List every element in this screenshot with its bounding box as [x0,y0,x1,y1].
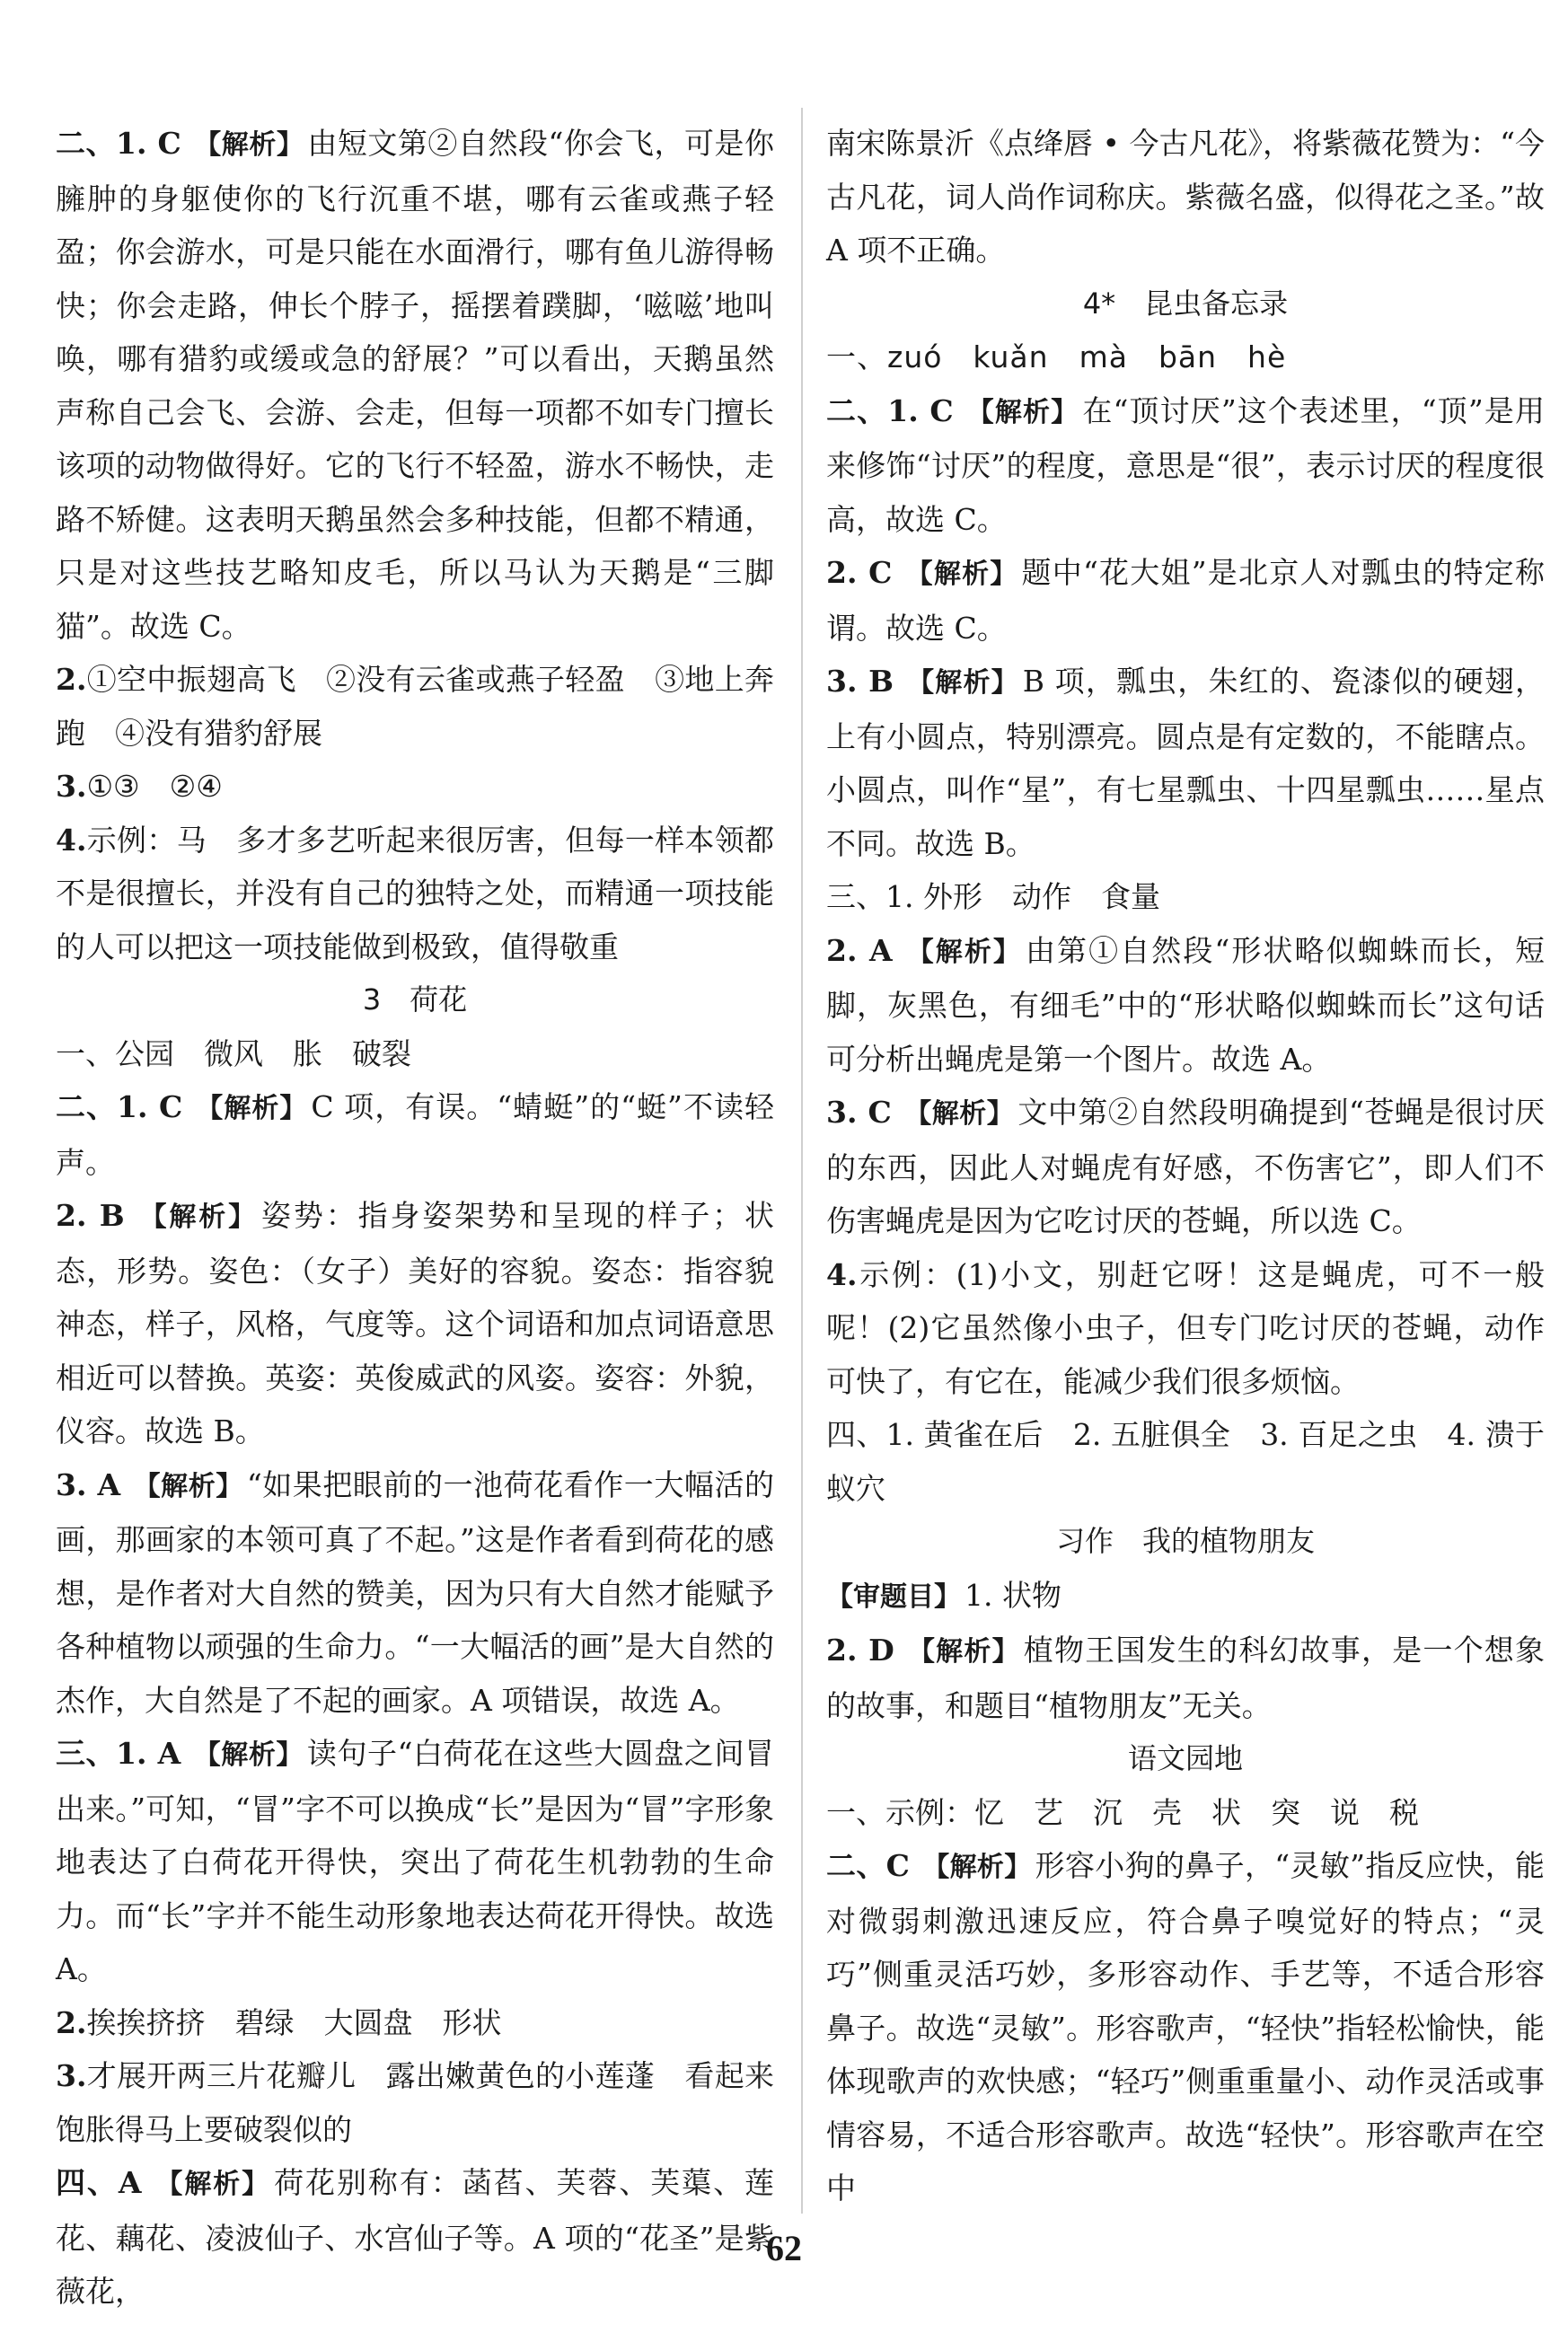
answer-item: 3.才展开两三片花瓣儿 露出嫩黄色的小莲蓬 看起来饱胀得马上要破裂似的 [56,2058,774,2147]
answer-item: 二、C 【解析】 形容小狗的鼻子，“灵敏”指反应快，能对微弱刺激迅速反应，符合鼻子嗅觉好的特点；“灵巧”侧重灵活巧妙，多形容动作、手艺等，不适合形容鼻子。故选“灵敏”。形容歌声，“轻快”指轻松愉快，能体现歌声的欢快感；“轻巧”侧重重量小、动作灵活或事情容易，不适合形容歌声。故选“轻快”。形容歌声在空中 [826,1848,1546,2205]
answer-item: 3. C 【解析】 文中第②自然段明确提到“苍蝇是很讨厌的东西，因此人对蝇虎有好感，不伤害它”，即人们不伤害蝇虎是因为它吃讨厌的苍蝇，所以选 C。 [826,1095,1545,1238]
answer-item: 4.示例：(1)小文，别赶它呀！这是蝇虎，可不一般呢！(2)它虽然像小虫子，但专门吃讨厌的苍蝇，动作可快了，有它在，能减少我们很多烦恼。 [826,1256,1545,1399]
answer-item: 二、1. C 【解析】 在“顶讨厌”这个表述里，“顶”是用来修饰“讨厌”的程度，意思是“很”，表示讨厌的程度很高，故选 C。 [826,392,1545,537]
answer-item: 四、1. 黄雀在后 2. 五脏俱全 3. 百足之虫 4. 溃于蚁穴 [826,1417,1545,1506]
answer-item: 2. A 【解析】 由第①自然段“形状略似蜘蛛而长，短脚，灰黑色，有细毛”中的“形状略似蜘蛛而长”这句话可分析出蝇虎是第一个图片。故选 A。 [826,932,1546,1077]
answer-item: 三、1. A 【解析】 读句子“白荷花在这些大圆盘之间冒出来。”可知，“冒”字不可以换成“长”是因为“冒”字形象地表达了白荷花开得快，突出了荷花生机勃勃的生命力。而“长”字并不能生动形象地表达荷花开得快。故选 A。 [56,1736,774,1986]
answer-item: 2.挨挨挤挤 碧绿 大圆盘 形状 [56,2004,502,2040]
right-column [826,117,1545,2215]
lesson-title: 3 荷花 [362,982,468,1017]
answer-item: 2. B 【解析】 姿势：指身姿架势和呈现的样子；状态，形势。姿色：（女子）美好的容貌。姿态：指容貌神态，样子，风格，气度等。这个词语和加点词语意思相近可以替换。英姿：英俊威武的风姿。姿容：外貌，仪容。故选 B。 [56,1198,774,1448]
answer-item: 一、公园 微风 胀 破裂 [56,1035,411,1071]
answer-item: 2.①空中振翅高飞 ②没有云雀或燕子轻盈 ③地上奔跑 ④没有猎豹舒展 [56,662,774,751]
page-number: 62 [766,2228,802,2268]
answer-item: 2. C 【解析】 题中“花大姐”是北京人对瓢虫的特定称谓。故选 C。 [826,555,1545,646]
answer-item: 三、1. 外形 动作 食量 [826,879,1160,914]
answer-continuation: 南宋陈景沂《点绛唇 • 今古凡花》，将紫薇花赞为：“今古凡花，词人尚作词称庆。紫薇名盛，似得花之圣。”故 A 项不正确。 [826,126,1545,268]
answer-item: 二、1. C 【解析】 由短文第②自然段“你会飞，可是你臃肿的身躯使你的飞行沉重不堪，哪有云雀或燕子轻盈；你会游水，可是只能在水面滑行，哪有鱼儿游得畅快；你会走路，伸长个脖子，摇摆着蹼脚，‘嗞嗞’地叫唤，哪有猎豹或缓或急的舒展？”可以看出，天鹅虽然声称自己会飞、会游、会走，但每一项都不如专门擅长该项的动物做得好。它的飞行不轻盈，游水不畅快，走路不矫健。这表明天鹅虽然会多种技能，但都不精通，只是对这些技艺略知皮毛，所以马认为天鹅是“三脚猫”。故选 C。 [56,126,774,644]
answer-item: 【审题目】 1. 状物 [826,1577,1061,1613]
column-divider [801,108,803,2214]
answer-item: 二、1. C 【解析】 C 项，有误。“蜻蜓”的“蜓”不读轻声。 [56,1089,774,1180]
left-column [56,117,774,2319]
answer-item: 四、A 【解析】 荷花别称有：菡萏、芙蓉、芙蕖、莲花、藕花、凌波仙子、水宫仙子等。A 项的“花圣”是紫薇花， [56,2165,775,2309]
answer-item: 一、zuó kuǎn mà bān hè [826,339,1287,374]
answer-item: 4.示例：马 多才多艺听起来很厉害，但每一样本领都不是很擅长，并没有自己的独特之处，而精通一项技能的人可以把这一项技能做到极致，值得敬重 [56,822,774,964]
lesson-title: 4* 昆虫备忘录 [1082,286,1289,321]
answer-item: 3.①③ ②④ [56,769,223,804]
answer-item: 3. A 【解析】 “如果把眼前的一池荷花看作一大幅活的画，那画家的本领可真了不起。”这是作者看到荷花的感想，是作者对大自然的赞美，因为只有大自然才能赋予各种植物以顽强的生命力。“一大幅活的画”是大自然的杰作，大自然是了不起的画家。A 项错误，故选 A。 [56,1466,774,1718]
answer-item: 2. D 【解析】 植物王国发生的科幻故事，是一个想象的故事，和题目“植物朋友”无关。 [826,1633,1546,1723]
answer-item: 一、示例：忆 艺 沉 壳 状 突 说 税 [826,1794,1419,1830]
section-title: 语文园地 [1127,1741,1243,1775]
section-title: 习作 我的植物朋友 [1055,1524,1315,1558]
answer-item: 3. B 【解析】 B 项，瓢虫，朱红的、瓷漆似的硬翅，上有小圆点，特别漂亮。圆点是有定数的，不能瞎点。小圆点，叫作“星”，有七星瓢虫、十四星瓢虫……星点不同。故选 B。 [826,664,1545,861]
